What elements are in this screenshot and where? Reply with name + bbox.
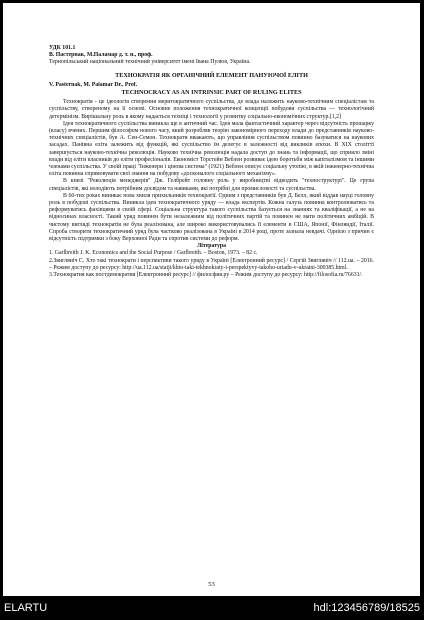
reference-2: 2.Звигляніч С. Хто такі технократи і перспективи такого уряду в Україні [Електронний ресурс] / Сергій Звигляніч // 112.ua. – 2016. – Режим доступу до ресурсу: http://ua.112.ua/statji/khto-taki-tekhnokraty-i-perspektyvy-takoho-uriadu-v-ukraini-300385.html. [49, 257, 374, 271]
references-heading: Література [196, 243, 227, 250]
document-page [3, 3, 420, 596]
title-ukrainian: ТЕХНОКРАТІЯ ЯК ОРГАНІЧНИЙ ЕЛЕМЕНТ ПАНУЮЧОЇ ЕЛІТИ [115, 71, 308, 79]
paragraph-2: Ідея технократичного суспільства виникла ще в античний час. Ідея мала фантастичний характер через відсутність прошарку (класу) вчених. Першим філософом нового часу, який розробляв теорію закономірного переходу влади до представників науково-технічних спеціалістів, був А. Сен-Семон. Технократи вважають, що управління суспільством повинно базуватися на наукових засадах. Панівна еліта залежить від функцій, які суспільство їм делегує в залежності від викликів епохи. В XIX столітті завершується науково-технічна революція. Науково технічна революція надала доступ до знань та інформації, що сприяло зміні влади від еліти власників до еліти професіоналів. Економіст Торстейн Веблен розвиває ідею боротьби між капіталізмом та іншими членами суспільства. У своїй праці "Інженери і цінова система" (1921) Веблен описує соціальну утопію, в якій інженерно-технічна еліта повинна спрямовувати свої знання на побудову «досконалого соціального механізму». [49, 120, 374, 178]
reference-1: 1. Garlbreith J. K. Economics and the Social Purpose / Garlbreith. – Boston, 1973. – 82 c. [49, 250, 258, 257]
authors-ukrainian: В. Пастернак, М.Паламар д. т. н., проф. [49, 52, 153, 59]
footer-repository-label: ELARTU [4, 602, 48, 614]
title-english: TECHNOCRACY AS AN INTRINSIC PART OF RULING ELITES [121, 89, 302, 97]
paragraph-3: В книзі "Революція менеджерів" Дж. Гелбрейт головну роль у виробництві відводить "техноструктурі". Це група спеціалістів, які володіють потрібним досвідом та навиками, які потрібні для промисловості та суспільства. [49, 178, 374, 192]
paragraph-1: Технократія - це ідеологія створення меритократичного суспільства, де влада належить науково-технічним спеціалістам та суспільству, створеному на її основі. Основне положення технократичної концепції побудови суспільства — технологічний детермінізм. Вирішальну роль в якому надається техніці і технології у розвитку соціально-економічних структур.[1,2] [49, 99, 374, 120]
paragraph-4: В 60-тих роках виникає нова хвиля прихильників технократії. Одним з представників був Д. Белл, який віддав науці головну роль в побудові суспільства. Виникла ідея технократичного уряду — влада експертів. Кожна галузь повинна контролюватись та реформуватись фахівцями в своїй сфері. Соціальна структура такого суспільства базується на знаннях та кваліфікації, а не на відносинах власності. Такий уряд повинен бути незалежним від політичних партій та повинен не мати політичних амбіцій. В чистому вигляді технократія не була реалізована, але широко використовувались її елементи в США, Японії, Фінляндії, Італії. Спроба створити технократичний уряд була частково реалізована в Україні в 2014 році, проте зазнала невдачі. Однією з причин є відсутність підтримки з боку Верховної Ради та спротив системи до реформ. [49, 192, 374, 243]
affiliation: Тернопільський національний технічний університет імені Івана Пулюя, Україна. [49, 59, 251, 66]
footer-bar [0, 596, 424, 620]
footer-handle-link[interactable]: hdl:123456789/18525 [313, 602, 420, 614]
reference-3: 3.Технократия как постдемократия [Електронний ресурс] // филосфия.ру – Режим доступу до ресурсу: http://filosofia.ru/76631/. [49, 272, 363, 279]
authors-english: V. Pasternak, M. Palamar Dr., Prof. [49, 81, 138, 88]
page-number: 53 [208, 580, 215, 588]
udk-code: УДК 101.1 [49, 45, 76, 51]
